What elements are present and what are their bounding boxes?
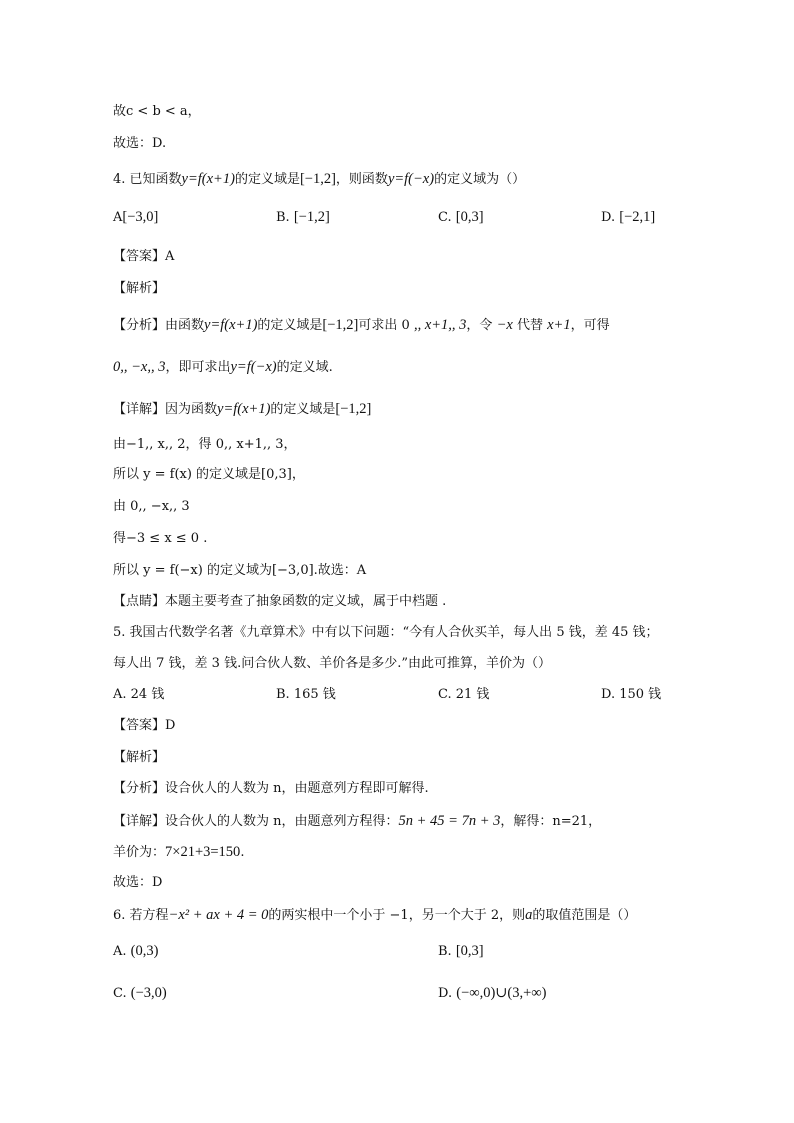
question-5-stem-2: 每人出 7 钱，差 3 钱.问合伙人数、羊价各是多少.”由此可推算，羊价为（） — [113, 656, 551, 671]
q5-option-d: D. 150 钱 — [601, 687, 662, 702]
q6-option-d: D. (−∞,0)∪(3,+∞) — [438, 985, 547, 1001]
q4-prefix: 4. 已知函数 — [113, 172, 182, 187]
q5-option-b: B. 165 钱 — [276, 687, 336, 702]
q4-detail-line-3: 所以 y = f(x) 的定义域是[0,3]， — [113, 467, 305, 482]
question-5-stem-1: 5. 我国古代数学名著《九章算术》中有以下问题：“今有人合伙买羊，每人出 5 钱，差 45 钱； — [113, 625, 659, 640]
q4-analysis-line-1: 【分析】由函数y=f(x+1)的定义域是[−1,2]可求出 0 ,, x+1,, 3，令 −x 代替 x+1，可得 — [113, 317, 610, 333]
q5-analysis-heading: 【解析】 — [113, 750, 166, 765]
q6-option-b: B. [0,3] — [438, 943, 484, 959]
q4-suffix: 的定义域为（） — [434, 172, 526, 187]
q4-detail-line-4: 由 0,, −x,, 3 — [113, 499, 190, 514]
q4-answer: 【答案】A — [113, 249, 175, 264]
q4-option-a: A[−3,0] — [113, 209, 159, 225]
q5-analysis: 【分析】设合伙人的人数为 n，由题意列方程即可解得. — [113, 781, 429, 796]
q4-mid2: ，则函数 — [335, 172, 388, 187]
q5-pick: 故选：D — [113, 875, 163, 890]
q6-option-c: C. (−3,0) — [113, 985, 167, 1001]
q4-analysis-heading: 【解析】 — [113, 281, 166, 296]
q4-option-c: C. [0,3] — [438, 209, 484, 225]
q4-detail-line-6: 所以 y = f(−x) 的定义域为[−3,0].故选：A — [113, 563, 367, 578]
q4-detail-line-1: 【详解】因为函数y=f(x+1)的定义域是[−1,2] — [113, 401, 372, 417]
q5-option-a: A. 24 钱 — [113, 687, 165, 702]
question-4-stem — [113, 170, 525, 189]
q4-comment: 【点睛】本题主要考查了抽象函数的定义域，属于中档题 . — [113, 594, 447, 609]
q4-func-2: y=f(−x) — [387, 171, 435, 187]
q4-option-d: D. [−2,1] — [601, 209, 656, 225]
q5-price: 羊价为：7×21+3=150. — [113, 844, 245, 860]
q4-option-b: B. [−1,2] — [276, 209, 330, 225]
q4-detail-line-5: 得−3 ≤ x ≤ 0 . — [113, 531, 208, 546]
line-conclusion: 故c < b < a， — [113, 104, 201, 119]
q5-detail: 【详解】设合伙人的人数为 n，由题意列方程得：5n + 45 = 7n + 3，解得：n=21， — [113, 813, 602, 829]
q5-answer: 【答案】D — [113, 718, 176, 733]
q4-analysis-line-2: 0,, −x,, 3，即可求出y=f(−x)的定义域. — [113, 359, 333, 375]
q4-detail-line-2: 由−1,, x,, 2，得 0,, x+1,, 3， — [113, 437, 297, 452]
q4-func-1: y=f(x+1) — [181, 171, 235, 187]
question-6-stem: 6. 若方程−x² + ax + 4 = 0的两实根中一个小于 −1，另一个大于 2，则a的取值范围是（） — [113, 907, 637, 923]
q4-mid: 的定义域是 — [234, 172, 300, 187]
q5-option-c: C. 21 钱 — [438, 687, 490, 702]
q4-domain: [−1,2] — [299, 171, 336, 187]
line-choice-d: 故选：D. — [113, 136, 167, 151]
q6-option-a: A. (0,3) — [113, 943, 159, 959]
